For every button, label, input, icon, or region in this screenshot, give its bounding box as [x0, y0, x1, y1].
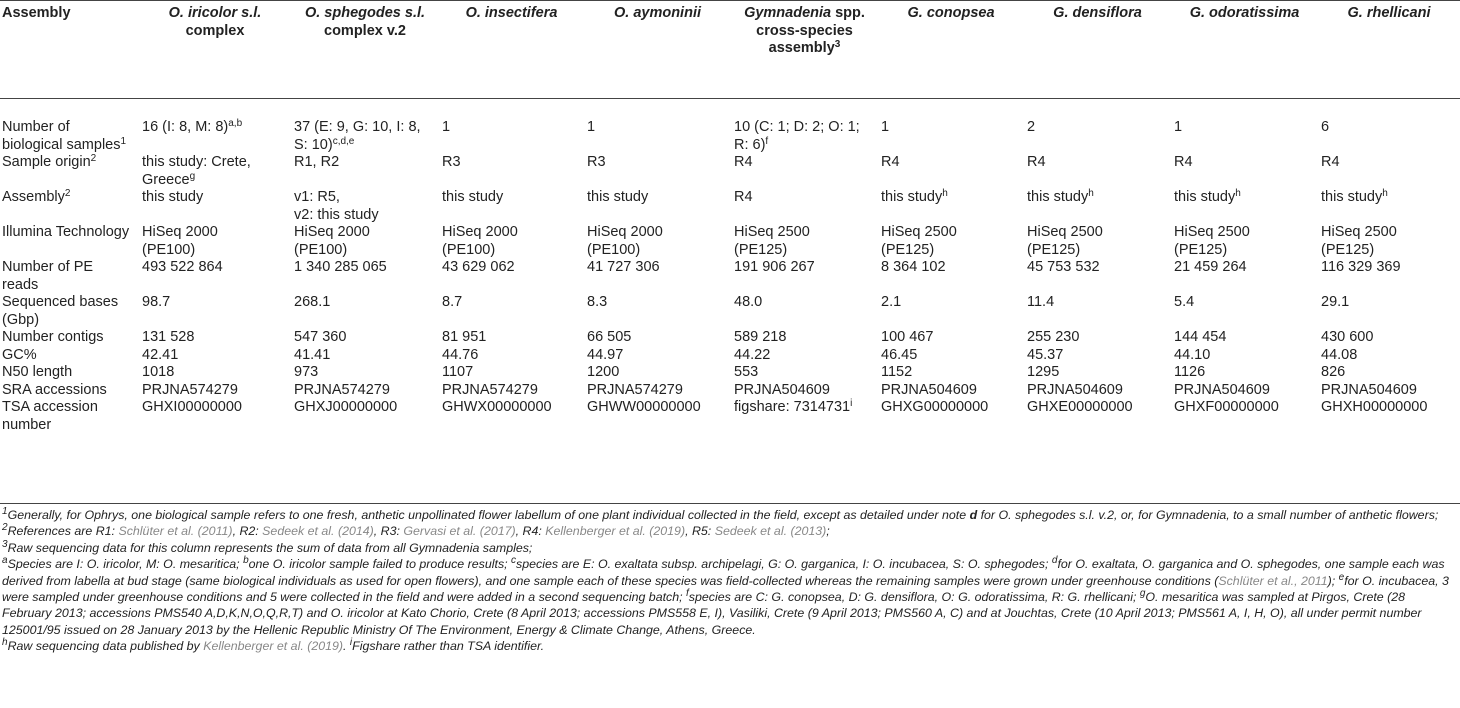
cell: 11.4 — [1027, 294, 1055, 310]
cell: GHXJ00000000 — [294, 399, 398, 415]
cell: 547 360 — [294, 329, 347, 345]
cell: GHWX00000000 — [442, 399, 552, 415]
cell: 255 230 — [1027, 329, 1080, 345]
table-row-assembly — [0, 189, 1460, 224]
table-row-illumina-technology — [0, 224, 1460, 259]
cell: PRJNA574279 — [587, 381, 683, 398]
cell: this study$^h$ — [881, 188, 948, 205]
table-row-number-contigs — [0, 329, 1460, 347]
cell: 48.0 — [734, 294, 763, 310]
table-row-n50 — [0, 364, 1460, 382]
row-label: Sample origin$^2$ — [2, 153, 97, 170]
table-row-biological-samples — [0, 99, 1460, 155]
cell: GHXG00000000 — [881, 399, 989, 415]
cell: PRJNA574279 — [442, 381, 538, 398]
col-header-insectifera: O. insectifera — [439, 0, 584, 99]
reference-link[interactable]: Sedeek et al. (2013) — [714, 524, 827, 539]
table-row-sequenced-bases — [0, 294, 1460, 329]
cell: 1295 — [1027, 364, 1060, 380]
cell: 8.3 — [587, 294, 608, 310]
reference-link[interactable]: Schlüter et al., 2011 — [1218, 573, 1328, 588]
footnote-2: $^2$References are R1: Schlüter et al. (2011), R2: Sedeek et al. (2014), R3: Gervasi et al. (2017), R4: Kellenberger et al. (2019), R5: Sedeek et al. (2013); — [2, 522, 830, 539]
cell: 46.45 — [881, 346, 918, 363]
cell: 66 505 — [587, 329, 632, 345]
cell: 98.7 — [142, 294, 171, 310]
cell: this study$^h$ — [1321, 188, 1388, 205]
cell: PRJNA574279 — [142, 381, 238, 398]
cell: 5.4 — [1174, 294, 1195, 310]
cell: 44.08 — [1321, 346, 1358, 363]
cell: 8 364 102 — [881, 259, 946, 275]
cell: 41 727 306 — [587, 259, 660, 275]
cell: this study — [142, 189, 204, 205]
cell: R4 — [734, 154, 753, 170]
cell: 430 600 — [1321, 329, 1374, 345]
cell: 553 — [734, 364, 759, 380]
cell: HiSeq 2500 (PE125) — [1174, 224, 1250, 258]
row-label: Sequenced bases (Gbp) — [2, 294, 119, 328]
cell: PRJNA504609 — [734, 381, 830, 398]
table-row-sample-origin — [0, 154, 1460, 189]
cell: 29.1 — [1321, 294, 1350, 310]
row-label: SRA accessions — [2, 381, 107, 398]
cell: R1, R2 — [294, 154, 340, 170]
cell: 493 522 864 — [142, 259, 223, 275]
cell: this study: Crete, Greece$^g$ — [142, 154, 251, 188]
reference-link[interactable]: Kellenberger et al. (2019) — [545, 524, 686, 539]
row-label: N50 length — [2, 364, 73, 380]
reference-link[interactable]: Sedeek et al. (2014) — [262, 524, 374, 539]
footnote-h-i: $^h$Raw sequencing data published by Kellenberger et al. (2019). $^i$Figshare rather than TSA identifier. — [2, 637, 545, 654]
col-header-odoratissima: G. odoratissima — [1171, 0, 1318, 99]
cell: 81 951 — [442, 329, 487, 345]
cell: HiSeq 2500 (PE125) — [734, 224, 810, 258]
col-header-aymoninii: O. aymoninii — [584, 0, 731, 99]
col-header-rhellicani: G. rhellicani — [1318, 0, 1460, 99]
cell: HiSeq 2000 (PE100) — [442, 224, 518, 258]
cell: PRJNA504609 — [1321, 381, 1417, 398]
cell: GHXI00000000 — [142, 399, 242, 415]
reference-link[interactable]: Kellenberger et al. (2019) — [203, 639, 344, 654]
header-row — [0, 0, 1460, 99]
cell: 1126 — [1174, 364, 1206, 380]
cell: 826 — [1321, 364, 1346, 380]
row-label: Number of PE reads — [2, 259, 94, 293]
row-label: Number contigs — [2, 329, 104, 345]
reference-link[interactable]: Gervasi et al. (2017) — [403, 524, 516, 539]
cell: PRJNA504609 — [881, 381, 977, 398]
cell: HiSeq 2000 (PE100) — [587, 224, 663, 258]
cell: 16 (I: 8, M: 8)$^{a,b}$ — [142, 118, 243, 135]
cell: PRJNA504609 — [1027, 381, 1123, 398]
cell: 1200 — [587, 364, 620, 380]
cell: 1018 — [142, 364, 175, 380]
col-header-gymnadenia-cross: Gymnadenia spp. cross-species assembly$^3$ — [731, 0, 878, 99]
cell: 44.97 — [587, 346, 624, 363]
cell: GHXH00000000 — [1321, 399, 1428, 415]
cell: R3 — [442, 154, 461, 170]
cell: R4 — [1027, 154, 1046, 170]
cell: 10 (C: 1; D: 2; O: 1; R: 6)$^f$ — [734, 119, 860, 153]
footnote-3: $^3$Raw sequencing data for this column represents the sum of data from all Gymnadenia samples; — [2, 538, 533, 555]
cell: this study$^h$ — [1027, 188, 1094, 205]
row-label: TSA accession number — [2, 399, 98, 433]
cell: 41.41 — [294, 346, 331, 363]
cell: 1152 — [881, 364, 913, 380]
cell: 1 — [442, 119, 451, 135]
cell: 100 467 — [881, 329, 934, 345]
cell: 21 459 264 — [1174, 259, 1247, 275]
cell: 268.1 — [294, 294, 331, 310]
cell: 42.41 — [142, 346, 179, 363]
cell: R3 — [587, 154, 606, 170]
col-header-assembly: Assembly — [0, 0, 139, 99]
col-header-iricolor: O. iricolor s.l. complex — [139, 0, 291, 99]
cell: PRJNA504609 — [1174, 381, 1270, 398]
cell: 37 (E: 9, G: 10, I: 8, S: 10)$^{c,d,e}$ — [294, 119, 421, 153]
cell: 1 — [587, 119, 596, 135]
cell: 2.1 — [881, 294, 902, 310]
cell: 589 218 — [734, 329, 787, 345]
col-header-densiflora: G. densiflora — [1024, 0, 1171, 99]
footnote-letters: $^a$Species are I: O. iricolor, M: O. mesaritica; $^b$one O. iricolor sample failed to produce results; $^c$species are E: O. exaltata subsp. archipelagi, G: O. garganica, I: O. incubacea, S: O. sphegodes; $^d$for O. exaltata, O. garganica and O. sphegodes, one sample each was derived from labella at bud stage (same biological individuals as used for open flowers), and one sample each of these species was field-collected whereas the remaining samples were grown under greenhouse conditions (Schlüter et al., 2011); $^e$for O. incubacea, 3 were sampled under greenhouse conditions and 5 were collected in the field and were added in a second sequencing batch; $^f$species are C: G. conopsea, D: G. densiflora, O: G. odoratissima, R: G. rhellicani; $^g$O. mesaritica was sampled at Pirgos, Crete (28 February 2013; accessions PMS540 A,D,K,N,O,Q,R,T) and O. iricolor at Kato Chorio, Crete (8 April 2013; accessions PMS558 E, I), Vasiliki, Crete (9 April 2013; PMS560 A, C) and at Jouchtas, Crete (10 April 2013; PMS561 A, I, H, O), all under permit number 125001/95 issued on 28 January 2013 by the Hellenic Republic Ministry Of The Environment, Energy & Climate Change, Athens, Greece. — [2, 555, 1449, 637]
cell: 44.22 — [734, 346, 771, 363]
row-label: Illumina Technology — [2, 224, 130, 240]
cell: PRJNA574279 — [294, 381, 390, 398]
row-label: Assembly$^2$ — [2, 188, 71, 205]
cell: 973 — [294, 364, 319, 380]
cell: 6 — [1321, 119, 1330, 135]
cell: 191 906 267 — [734, 259, 815, 275]
cell: 8.7 — [442, 294, 463, 310]
table-row-pe-reads — [0, 259, 1460, 294]
cell: GHWW00000000 — [587, 399, 701, 415]
cell: 116 329 369 — [1321, 259, 1401, 275]
cell: 131 528 — [142, 329, 195, 345]
cell: HiSeq 2000 (PE100) — [294, 224, 370, 258]
footnote-1: $^1$Generally, for Ophrys, one biological sample refers to one fresh, anthetic unpollinated flower labellum of one plant individual collected in the field, except as detailed under note d for O. sphegodes s.l. v.2, or, for Gymnadenia, to a small number of anthetic flowers; — [2, 506, 1439, 522]
cell: R4 — [1174, 154, 1193, 170]
cell: 1 — [881, 119, 890, 135]
cell: R4 — [881, 154, 900, 170]
cell: this study — [587, 189, 649, 205]
table-row-tsa — [0, 399, 1460, 438]
cell: figshare: 7314731$^i$ — [734, 398, 853, 415]
cell: 2 — [1027, 119, 1036, 135]
cell: GHXF00000000 — [1174, 399, 1279, 415]
cell: HiSeq 2500 (PE125) — [1321, 224, 1397, 258]
cell: 1 340 285 065 — [294, 259, 387, 275]
cell: 44.10 — [1174, 346, 1211, 363]
table-footnotes — [2, 507, 1458, 655]
cell: HiSeq 2000 (PE100) — [142, 224, 218, 258]
table-row-sra — [0, 382, 1460, 400]
table-row-gc — [0, 347, 1460, 365]
cell: 1 — [1174, 119, 1183, 135]
cell: HiSeq 2500 (PE125) — [881, 224, 957, 258]
cell: HiSeq 2500 (PE125) — [1027, 224, 1103, 258]
reference-link[interactable]: Schlüter et al. (2011) — [118, 524, 233, 539]
cell: GHXE00000000 — [1027, 399, 1133, 415]
cell: 144 454 — [1174, 329, 1227, 345]
col-header-conopsea: G. conopsea — [878, 0, 1024, 99]
cell: 45 753 532 — [1027, 259, 1100, 275]
row-label: Number of biological samples$^1$ — [2, 119, 127, 153]
cell: R4 — [734, 189, 753, 205]
cell: this study — [442, 189, 504, 205]
cell: R4 — [1321, 154, 1340, 170]
cell: 44.76 — [442, 346, 479, 363]
col-header-sphegodes: O. sphegodes s.l. complex v.2 — [291, 0, 439, 99]
row-label: GC% — [2, 346, 37, 363]
bottom-rule — [0, 503, 1460, 504]
cell: 45.37 — [1027, 346, 1064, 363]
cell: this study$^h$ — [1174, 188, 1241, 205]
cell: 43 629 062 — [442, 259, 515, 275]
cell: v1: R5, v2: this study — [294, 189, 379, 223]
cell: 1107 — [442, 364, 474, 380]
